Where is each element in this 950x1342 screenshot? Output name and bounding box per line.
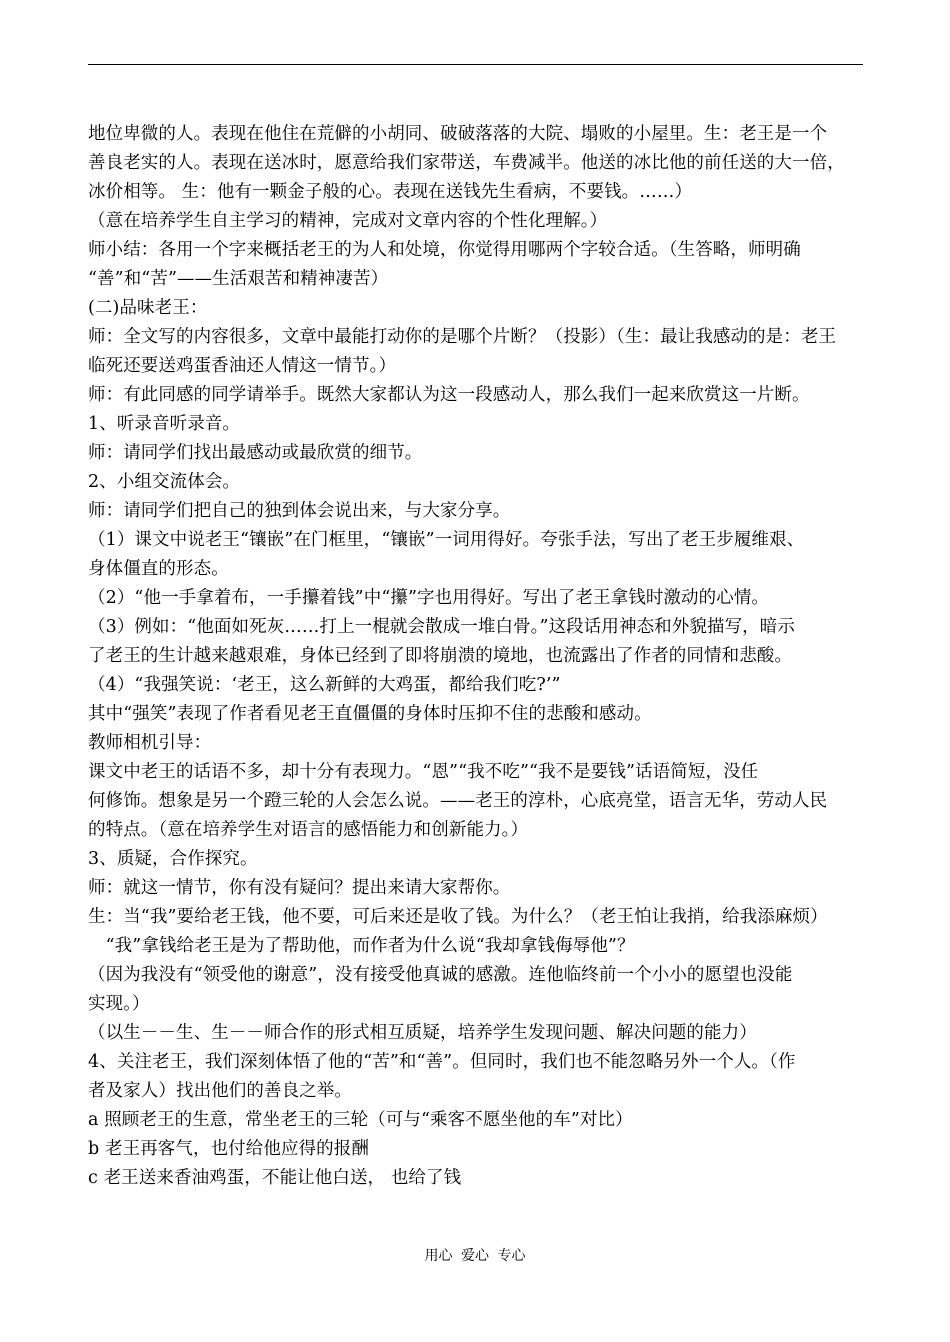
- text-line: 生：当“我”要给老王钱，他不要，可后来还是收了钱。为什么？（老王怕让我捎，给我添麻烦）: [88, 907, 828, 927]
- text-line: （意在培养学生自主学习的精神，完成对文章内容的个性化理解。）: [88, 211, 608, 231]
- list-item: c 老王送来香油鸡蛋，不能让他白送， 也给了钱: [88, 1168, 462, 1188]
- section-heading: (二)品味老王：: [88, 298, 208, 318]
- text-line: 了老王的生计越来越艰难，身体已经到了即将崩溃的境地，也流露出了作者的同情和悲酸。: [88, 646, 792, 666]
- text-line: 师：请同学们找出最感动或最欣赏的细节。: [88, 443, 423, 463]
- text-line: 师小结：各用一个字来概括老王的为人和处境，你觉得用哪两个字较合适。（生答略，师明确: [88, 240, 801, 260]
- text-line: 的特点。（意在培养学生对语言的感悟能力和创新能力。）: [88, 820, 529, 840]
- text-line: 善良老实的人。表现在送冰时，愿意给我们家带送，车费减半。他送的冰比他的前任送的大一倍，: [88, 153, 845, 173]
- step-heading: 4、关注老王，我们深刻体悟了他的“苦”和“善”。但同时，我们也不能忽略另外一个人。（作: [88, 1052, 796, 1072]
- text-line: （以生－－生、生－－师合作的形式相互质疑，培养学生发现问题、解决问题的能力）: [88, 1023, 757, 1043]
- text-line: 师：有此同感的同学请举手。既然大家都认为这一段感动人，那么我们一起来欣赏这一片断。: [88, 385, 810, 405]
- text-line: 课文中老王的话语不多，却十分有表现力。“恩”“我不吃”“我不是要钱”话语简短，没任: [88, 762, 759, 782]
- text-line: 师：全文写的内容很多，文章中最能打动你的是哪个片断？（投影）（生：最让我感动的是：老王: [88, 327, 837, 347]
- step-heading: 1、听录音听录音。: [88, 414, 241, 434]
- text-line: “善”和“苦”——生活艰苦和精神凄苦）: [88, 269, 389, 289]
- text-line: 身体僵直的形态。: [88, 559, 229, 579]
- text-line: 教师相机引导：: [88, 733, 212, 753]
- text-line: （3）例如：“他面如死灰……打上一棍就会散成一堆白骨。”这段话用神态和外貌描写，暗示: [88, 617, 795, 637]
- text-line: 何修饰。想象是另一个蹬三轮的人会怎么说。——老王的淳朴，心底亮堂，语言无华，劳动人民: [88, 791, 828, 811]
- step-heading: 3、质疑，合作探究。: [88, 849, 258, 869]
- page-footer: 用心 爱心 专心: [424, 1248, 526, 1264]
- text-line: 实现。）: [88, 994, 150, 1014]
- text-line: 地位卑微的人。表现在他住在荒僻的小胡同、破破落落的大院、塌败的小屋里。生：老王是一个: [88, 124, 828, 144]
- text-line: 其中“强笑”表现了作者看见老王直僵僵的身体时压抑不住的悲酸和感动。: [88, 704, 652, 724]
- text-line: （4）“我强笑说：‘老王，这么新鲜的大鸡蛋，都给我们吃?’”: [88, 675, 561, 695]
- text-line: （1）课文中说老王“镶嵌”在门框里，“镶嵌”一词用得好。夸张手法，写出了老王步履维艰、: [88, 530, 805, 550]
- text-line: （因为我没有“领受他的谢意”，没有接受他真诚的感激。连他临终前一个小小的愿望也没能: [88, 965, 793, 985]
- step-heading: 2、小组交流体会。: [88, 472, 241, 492]
- list-item: b 老王再客气，也付给他应得的报酬: [88, 1139, 369, 1159]
- text-line: 临死还要送鸡蛋香油还人情这一情节。）: [88, 356, 397, 376]
- list-item: a 照顾老王的生意，常坐老王的三轮（可与“乘客不愿坐他的车”对比）: [88, 1110, 633, 1130]
- document-body: [88, 120, 868, 1193]
- text-line: 冰价相等。 生：他有一颗金子般的心。表现在送钱先生看病，不要钱。……）: [88, 182, 693, 202]
- text-line: （2）“他一手拿着布，一手攥着钱”中“攥”字也用得好。写出了老王拿钱时激动的心情。: [88, 588, 770, 608]
- text-line: 者及家人）找出他们的善良之举。: [88, 1081, 352, 1101]
- header-rule: [88, 64, 863, 65]
- text-line: 师：请同学们把自己的独到体会说出来，与大家分享。: [88, 501, 511, 521]
- text-line: “我”拿钱给老王是为了帮助他，而作者为什么说“我却拿钱侮辱他”？: [88, 936, 635, 956]
- text-line: 师：就这一情节，你有没有疑问？提出来请大家帮你。: [88, 878, 511, 898]
